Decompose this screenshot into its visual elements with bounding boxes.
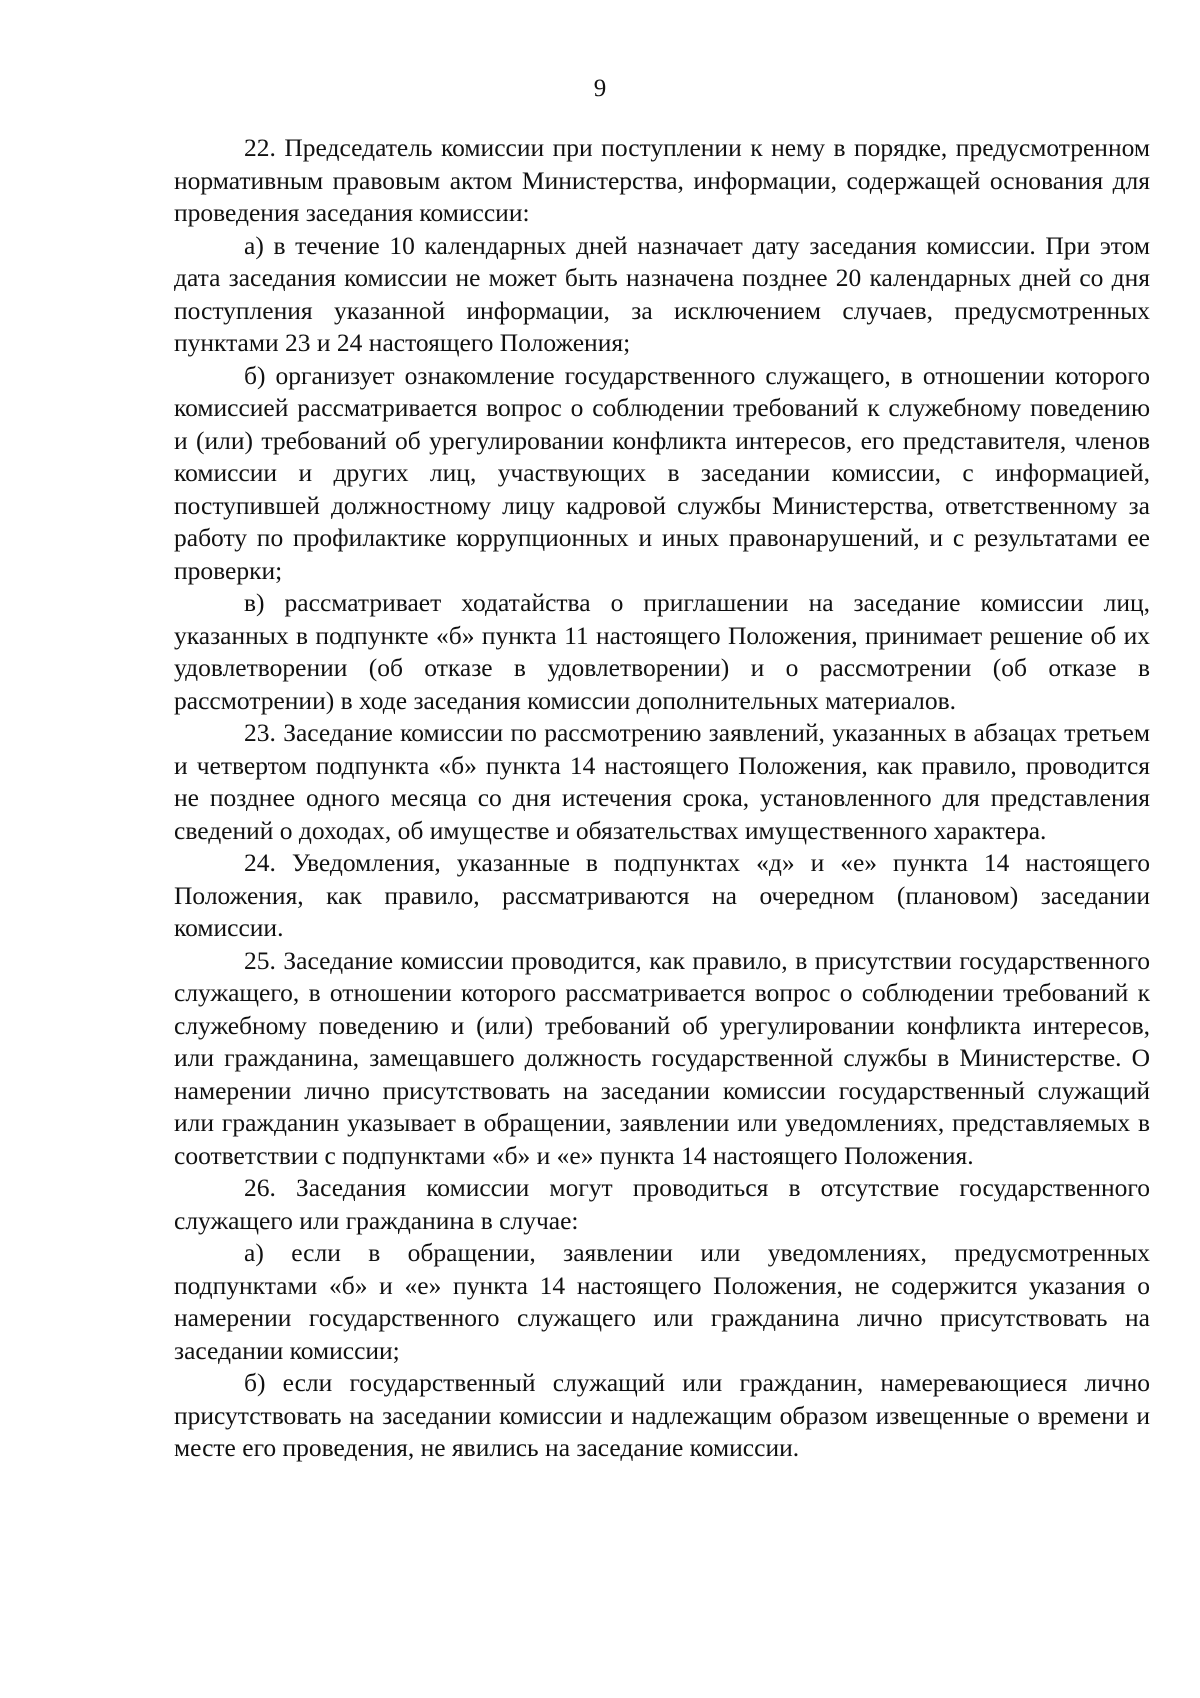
document-body: [174, 132, 1150, 1465]
paragraph-23: 23. Заседание комиссии по рассмотрению заявлений, указанных в абзацах третьем и четвертом подпункта «б» пункта 14 настоящего Положения, как правило, проводится не позднее одного месяца со дня истечения срока, установленного для представления сведений о доходах, об имуществе и обязательствах имущественного характера.: [174, 718, 1150, 845]
paragraph-24: 24. Уведомления, указанные в подпунктах «д» и «е» пункта 14 настоящего Положения, как правило, рассматриваются на очередном (плановом) заседании комиссии.: [174, 848, 1150, 942]
paragraph-25: 25. Заседание комиссии проводится, как правило, в присутствии государственного служащего, в отношении которого рассматривается вопрос о соблюдении требований к служебному поведению и (или) требований об урегулировании конфликта интересов, или гражданина, замещавшего должность государственной службы в Министерстве. О намерении лично присутствовать на заседании комиссии государственный служащий или гражданин указывает в обращении, заявлении или уведомлениях, представляемых в соответствии с подпунктами «б» и «е» пункта 14 настоящего Положения.: [174, 945, 1150, 1170]
paragraph-22-a: а) в течение 10 календарных дней назначает дату заседания комиссии. При этом дата заседания комиссии не может быть назначена позднее 20 календарных дней со дня поступления указанной информации, за исключением случаев, предусмотренных пунктами 23 и 24 настоящего Положения;: [174, 230, 1150, 357]
page-number: 9: [593, 75, 607, 102]
paragraph-26-b: б) если государственный служащий или гражданин, намеревающиеся лично присутствовать на заседании комиссии и надлежащим образом извещенные о времени и месте его проведения, не явились на заседание комиссии.: [174, 1368, 1150, 1462]
paragraph-22-v: в) рассматривает ходатайства о приглашении на заседание комиссии лиц, указанных в подпункте «б» пункта 11 настоящего Положения, принимает решение об их удовлетворении (об отказе в удовлетворении) и о рассмотрении (об отказе в рассмотрении) в ходе заседания комиссии дополнительных материалов.: [174, 588, 1150, 715]
paragraph-26-a: а) если в обращении, заявлении или уведомлениях, предусмотренных подпунктами «б» и «е» пункта 14 настоящего Положения, не содержится указания о намерении государственного служащего или гражданина лично присутствовать на заседании комиссии;: [174, 1238, 1150, 1365]
paragraph-26: 26. Заседания комиссии могут проводиться в отсутствие государственного служащего или гражданина в случае:: [174, 1173, 1150, 1235]
paragraph-22: 22. Председатель комиссии при поступлении к нему в порядке, предусмотренном нормативным правовым актом Министерства, информации, содержащей основания для проведения заседания комиссии:: [174, 133, 1150, 227]
paragraph-22-b: б) организует ознакомление государственного служащего, в отношении которого комиссией рассматривается вопрос о соблюдении требований к служебному поведению и (или) требований об урегулировании конфликта интересов, его представителя, членов комиссии и других лиц, участвующих в заседании комиссии, с информацией, поступившей должностному лицу кадровой службы Министерства, ответственному за работу по профилактике коррупционных и иных правонарушений, и с результатами ее проверки;: [174, 360, 1150, 585]
